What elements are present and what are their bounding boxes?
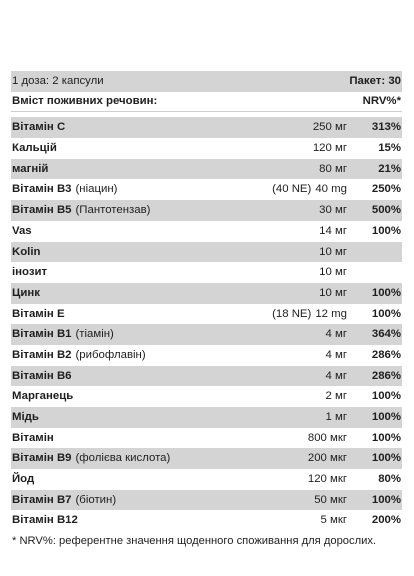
nutrient-amount-value: 5 мкг bbox=[320, 514, 347, 527]
nutrient-amount bbox=[227, 138, 355, 159]
nutrient-name-label: Vas bbox=[12, 224, 32, 237]
nutrient-row bbox=[11, 304, 402, 325]
dose-value: 2 капсули bbox=[52, 75, 104, 87]
nutrient-amount bbox=[227, 262, 355, 283]
nutrient-amount bbox=[227, 283, 355, 304]
nutrient-name bbox=[11, 179, 227, 200]
nutrient-name bbox=[11, 159, 227, 180]
dose-label: 1 доза: bbox=[12, 75, 50, 87]
nutrient-row bbox=[11, 221, 402, 242]
nutrient-name bbox=[11, 469, 227, 490]
pack-label: Пакет: 30 bbox=[349, 75, 401, 87]
nutrient-equivalent: (40 NE) bbox=[272, 183, 312, 196]
nutrient-name bbox=[11, 242, 227, 263]
nutrient-subname: (ніацин) bbox=[75, 183, 118, 196]
nutrient-name-label: Цинк bbox=[12, 286, 40, 299]
nutrient-row bbox=[11, 407, 402, 428]
nutrient-name bbox=[11, 407, 227, 428]
nutrient-name-label: Вітамін B12 bbox=[12, 514, 78, 527]
nutrient-amount bbox=[227, 510, 355, 531]
nutrient-name bbox=[11, 221, 227, 242]
nutrient-name-label: Марганець bbox=[12, 390, 74, 403]
nutrient-subname: (фолієва кислота) bbox=[75, 452, 171, 465]
nutrient-nrv: 500% bbox=[371, 204, 401, 217]
nutrient-amount-value: 4 мг bbox=[325, 328, 347, 341]
nutrient-amount-value: 800 мкг bbox=[307, 431, 347, 444]
nutrient-row bbox=[11, 262, 402, 283]
nutrient-amount bbox=[227, 159, 355, 180]
nutrient-amount-value: 10 мг bbox=[319, 266, 347, 279]
nutrient-name-label: Кальцій bbox=[12, 142, 57, 155]
nutrient-name-label: Вітамін B1 bbox=[12, 328, 72, 341]
nutrient-amount bbox=[227, 366, 355, 387]
nutrient-amount-value: 10 мг bbox=[319, 245, 347, 258]
nutrient-amount bbox=[227, 428, 355, 449]
nutrient-amount bbox=[227, 324, 355, 345]
nutrient-name bbox=[11, 386, 227, 407]
nutrient-nrv: 100% bbox=[371, 431, 401, 444]
nutrient-nrv: 250% bbox=[371, 183, 401, 196]
nutrient-row bbox=[11, 117, 402, 138]
nutrient-amount-value: 4 мг bbox=[325, 348, 347, 361]
nutrient-amount-value: 120 мг bbox=[312, 142, 347, 155]
nutrient-row bbox=[11, 366, 402, 387]
nutrient-amount bbox=[227, 469, 355, 490]
nutrient-name-label: Kolin bbox=[12, 245, 41, 258]
nutrient-row bbox=[11, 324, 402, 345]
nutrient-nrv: 80% bbox=[378, 473, 401, 486]
nutrient-amount-value: 12 mg bbox=[315, 307, 347, 320]
nutrient-amount-value: 120 мкг bbox=[307, 473, 347, 486]
nutrient-amount-value: 250 мг bbox=[312, 121, 347, 134]
nutrient-rows bbox=[11, 117, 402, 531]
nutrient-amount bbox=[227, 117, 355, 138]
nutrient-amount bbox=[227, 221, 355, 242]
nutrient-amount bbox=[227, 200, 355, 221]
nutrient-subname: (Пантотензав) bbox=[75, 204, 151, 217]
nutrient-row bbox=[11, 490, 402, 511]
content-header-row bbox=[11, 92, 402, 113]
nutrient-name-label: Вітамін B3 bbox=[12, 183, 72, 196]
nutrient-amount-value: 200 мкг bbox=[307, 452, 347, 465]
nutrient-name-label: Вітамін bbox=[12, 431, 54, 444]
nrv-header: NRV%* bbox=[362, 95, 401, 108]
nutrient-row bbox=[11, 448, 402, 469]
nutrient-amount-value: 2 мг bbox=[325, 390, 347, 403]
nutrient-row bbox=[11, 200, 402, 221]
nutrient-amount bbox=[227, 448, 355, 469]
nutrient-row bbox=[11, 510, 402, 531]
nutrient-amount bbox=[227, 304, 355, 325]
nutrient-row bbox=[11, 242, 402, 263]
nutrient-name-label: Йод bbox=[12, 473, 35, 486]
nutrient-name bbox=[11, 117, 227, 138]
nutrient-amount-value: 30 мг bbox=[319, 204, 347, 217]
nutrient-amount bbox=[227, 386, 355, 407]
nutrient-name-label: Вітамін С bbox=[12, 121, 66, 134]
nutrient-name bbox=[11, 304, 227, 325]
dose-row bbox=[11, 71, 402, 92]
nutrient-nrv: 100% bbox=[371, 452, 401, 465]
nutrient-amount-value: 14 мг bbox=[319, 224, 347, 237]
nutrient-amount-value: 40 mg bbox=[315, 183, 347, 196]
nutrient-name bbox=[11, 366, 227, 387]
nutrient-name bbox=[11, 490, 227, 511]
nutrient-amount bbox=[227, 490, 355, 511]
nutrient-nrv: 100% bbox=[371, 411, 401, 423]
nutrient-equivalent: (18 NE) bbox=[272, 307, 312, 320]
content-label: Вміст поживних речовин: bbox=[12, 95, 158, 108]
nutrient-nrv: 15% bbox=[378, 142, 401, 155]
nutrient-subname: (тіамін) bbox=[75, 328, 114, 341]
nutrient-name-label: Вітамін B7 bbox=[12, 493, 72, 506]
nutrition-table bbox=[11, 71, 402, 550]
nutrient-amount-value: 4 мг bbox=[325, 369, 347, 382]
nutrient-name bbox=[11, 324, 227, 345]
nutrient-name bbox=[11, 138, 227, 159]
nutrient-name-label: Вітамін B6 bbox=[12, 369, 72, 382]
nutrient-name bbox=[11, 428, 227, 449]
nutrient-amount bbox=[227, 407, 355, 428]
nutrient-row bbox=[11, 469, 402, 490]
nutrient-row bbox=[11, 138, 402, 159]
nutrient-amount bbox=[227, 345, 355, 366]
nutrient-row bbox=[11, 345, 402, 366]
nutrient-nrv: 313% bbox=[371, 121, 401, 134]
nutrient-nrv: 100% bbox=[371, 224, 401, 237]
nutrient-subname: (біотин) bbox=[75, 493, 117, 506]
nutrient-row bbox=[11, 179, 402, 200]
nutrient-amount-value: 50 мкг bbox=[314, 493, 347, 506]
nutrient-subname: (рибофлавін) bbox=[75, 348, 146, 361]
nutrient-name bbox=[11, 262, 227, 283]
nutrient-name-label: Мідь bbox=[12, 411, 39, 423]
nutrient-nrv: 21% bbox=[378, 162, 401, 175]
nutrient-nrv: 100% bbox=[371, 390, 401, 403]
nutrient-name bbox=[11, 345, 227, 366]
nutrient-name bbox=[11, 283, 227, 304]
nutrient-nrv: 100% bbox=[371, 307, 401, 320]
nutrient-row bbox=[11, 283, 402, 304]
nutrient-amount-value: 10 мг bbox=[319, 286, 347, 299]
nutrient-amount bbox=[227, 242, 355, 263]
nutrient-row bbox=[11, 428, 402, 449]
nutrient-nrv: 364% bbox=[371, 328, 401, 341]
nutrient-name bbox=[11, 448, 227, 469]
nutrient-nrv: 286% bbox=[371, 348, 401, 361]
nutrient-name-label: Вітамін B9 bbox=[12, 452, 72, 465]
nutrient-name-label: Вітамін B2 bbox=[12, 348, 72, 361]
nutrient-amount-value: 1 мг bbox=[325, 411, 347, 423]
nutrient-nrv: 100% bbox=[371, 493, 401, 506]
nutrient-nrv: 100% bbox=[371, 286, 401, 299]
nutrient-nrv: 286% bbox=[371, 369, 401, 382]
nutrient-amount-value: 80 мг bbox=[319, 162, 347, 175]
nutrient-name-label: Вітамін B5 bbox=[12, 204, 72, 217]
nutrient-amount bbox=[227, 179, 355, 200]
footnote: * NRV%: референтне значення щоденного споживання для дорослих. bbox=[12, 535, 377, 548]
dose-info bbox=[11, 71, 349, 92]
nutrient-name bbox=[11, 200, 227, 221]
nutrient-name-label: інозит bbox=[12, 266, 48, 279]
nutrient-nrv: 200% bbox=[371, 514, 401, 527]
nutrient-name-label: магній bbox=[12, 162, 49, 175]
nutrient-name-label: Вітамін E bbox=[12, 307, 65, 320]
nutrient-row bbox=[11, 386, 402, 407]
nutrient-name bbox=[11, 510, 227, 531]
nutrient-row bbox=[11, 159, 402, 180]
